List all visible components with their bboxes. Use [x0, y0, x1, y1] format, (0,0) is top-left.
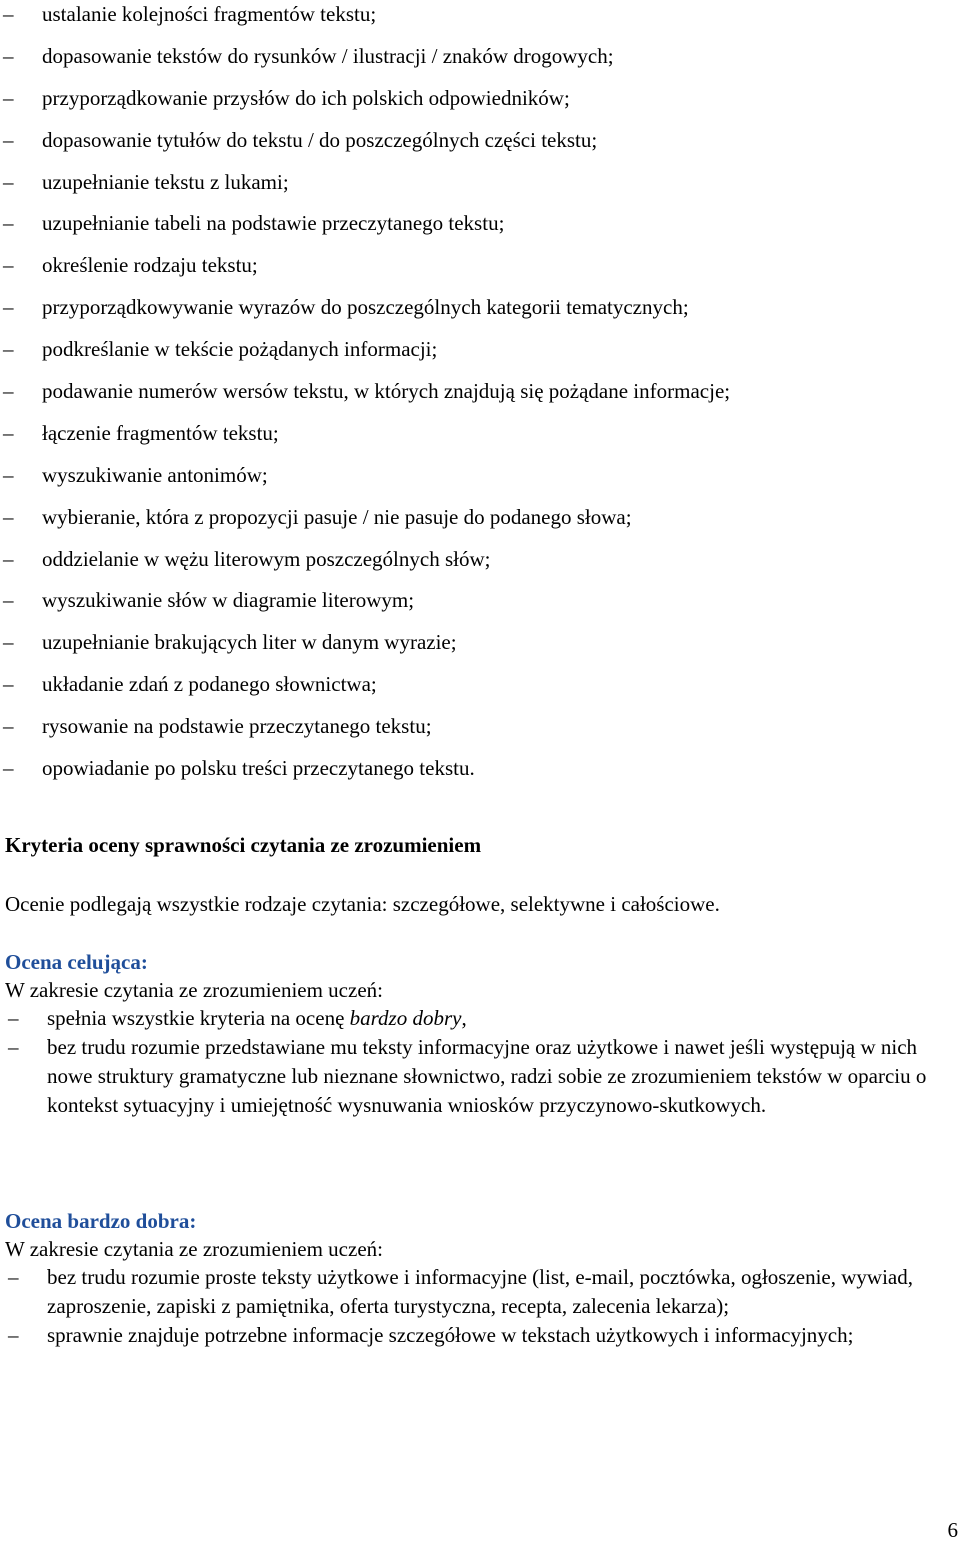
list-item-text: bez trudu rozumie proste teksty użytkowe i informacyjne (list, e-mail, pocztówka, ogłoszenie, wywiad, zaproszenie, zapiski z pamiętnika, oferta turystyczna, recepta, zalecenia lekarza); — [47, 1265, 913, 1318]
dash-bullet: – — [8, 1035, 19, 1059]
dash-bullet: – — [3, 588, 14, 613]
dash-bullet: – — [3, 43, 14, 68]
page-number: 6 — [947, 1518, 958, 1542]
list-item — [0, 335, 940, 377]
list-item-text: ustalanie kolejności fragmentów tekstu; — [42, 2, 377, 26]
list-item — [0, 545, 940, 587]
dash-bullet: – — [3, 714, 14, 739]
list-item-text: uzupełnianie tabeli na podstawie przeczytanego tekstu; — [42, 211, 505, 236]
list-item-text: oddzielanie w wężu literowym poszczególnych słów; — [42, 546, 491, 571]
list-item — [5, 1263, 930, 1321]
list-item — [0, 0, 940, 42]
grade-title: Ocena bardzo dobra: — [5, 1209, 197, 1233]
grade-criteria-list — [5, 1263, 930, 1350]
dash-bullet: – — [8, 1323, 19, 1347]
list-item-text: określenie rodzaju tekstu; — [42, 253, 258, 278]
dash-bullet: – — [3, 630, 14, 655]
italic-text: bardzo dobry — [349, 1006, 462, 1030]
dash-bullet: – — [3, 379, 14, 404]
dash-bullet: – — [3, 337, 14, 362]
list-item-text: rysowanie na podstawie przeczytanego tekstu; — [42, 714, 432, 739]
list-item-text: przyporządkowywanie wyrazów do poszczególnych kategorii tematycznych; — [42, 295, 689, 320]
list-item — [5, 1033, 930, 1120]
list-item — [0, 503, 940, 545]
grade-bardzo-dobra-block — [5, 1207, 930, 1350]
list-item-text: dopasowanie tytułów do tekstu / do poszczególnych części tekstu; — [42, 127, 598, 152]
list-item — [0, 126, 940, 168]
list-item-text: bez trudu rozumie przedstawiane mu teksty informacyjne oraz użytkowe i nawet jeśli występują w nich nowe struktury gramatyczne lub nieznane słownictwo, radzi sobie ze zrozumieniem tekstów w oparciu o kontekst sytuacyjny i umiejętność wysnuwania wniosków przyczynowo-skutkowych. — [47, 1035, 927, 1117]
list-item — [0, 628, 940, 670]
dash-bullet: – — [8, 1006, 19, 1030]
dash-bullet: – — [3, 546, 14, 571]
text-run: spełnia wszystkie kryteria na ocenę — [47, 1006, 350, 1030]
text-run: , — [461, 1006, 467, 1030]
grade-title: Ocena celująca: — [5, 950, 148, 974]
dash-bullet: – — [3, 462, 14, 487]
list-item — [0, 42, 940, 84]
dash-bullet: – — [3, 420, 14, 445]
list-item-text — [47, 1006, 467, 1030]
list-item — [0, 293, 940, 335]
list-item-text: podawanie numerów wersów tekstu, w których znajdują się pożądane informacje; — [42, 379, 731, 404]
list-item — [5, 1004, 930, 1033]
list-item-text: uzupełnianie tekstu z lukami; — [42, 169, 289, 194]
list-item-text: łączenie fragmentów tekstu; — [42, 420, 279, 445]
list-item-text: podkreślanie w tekście pożądanych informacji; — [42, 337, 438, 362]
list-item-text: dopasowanie tekstów do rysunków / ilustracji / znaków drogowych; — [42, 43, 614, 68]
list-item — [0, 209, 940, 251]
intro-paragraph: Ocenie podlegają wszystkie rodzaje czytania: szczegółowe, selektywne i całościowe. — [5, 892, 720, 916]
list-item — [0, 461, 940, 503]
dash-bullet: – — [3, 504, 14, 529]
list-item-text: wyszukiwanie słów w diagramie literowym; — [42, 588, 415, 613]
list-item — [0, 377, 940, 419]
list-item — [0, 419, 940, 461]
dash-bullet: – — [3, 253, 14, 278]
dash-bullet: – — [3, 756, 14, 781]
section-title: Kryteria oceny sprawności czytania ze zrozumieniem — [5, 833, 482, 857]
list-item-text: układanie zdań z podanego słownictwa; — [42, 672, 377, 697]
list-item — [0, 586, 940, 628]
list-item-text: wyszukiwanie antonimów; — [42, 462, 268, 487]
dash-bullet: – — [3, 2, 14, 26]
list-item — [5, 1321, 930, 1350]
dash-bullet: – — [3, 211, 14, 236]
list-item-text: przyporządkowanie przysłów do ich polskich odpowiedników; — [42, 85, 570, 110]
list-item-text: wybieranie, która z propozycji pasuje / nie pasuje do podanego słowa; — [42, 504, 632, 529]
dash-bullet: – — [3, 295, 14, 320]
list-item — [0, 712, 940, 754]
list-item — [0, 670, 940, 712]
dash-bullet: – — [3, 127, 14, 152]
grade-criteria-list — [5, 1004, 930, 1120]
grade-celujaca-block — [5, 948, 930, 1120]
dash-bullet: – — [3, 85, 14, 110]
dash-bullet: – — [3, 672, 14, 697]
list-item-text: uzupełnianie brakujących liter w danym wyrazie; — [42, 630, 457, 655]
list-item — [0, 84, 940, 126]
dash-bullet: – — [8, 1265, 19, 1289]
list-item — [0, 251, 940, 293]
list-item-text: sprawnie znajduje potrzebne informacje szczegółowe w tekstach użytkowych i informacyjnych; — [47, 1323, 854, 1347]
list-item — [0, 754, 940, 796]
grade-subtitle: W zakresie czytania ze zrozumieniem uczeń: — [5, 978, 383, 1002]
grade-subtitle: W zakresie czytania ze zrozumieniem uczeń: — [5, 1237, 383, 1261]
list-item-text: opowiadanie po polsku treści przeczytanego tekstu. — [42, 756, 475, 781]
list-item — [0, 168, 940, 210]
dash-bullet: – — [3, 169, 14, 194]
